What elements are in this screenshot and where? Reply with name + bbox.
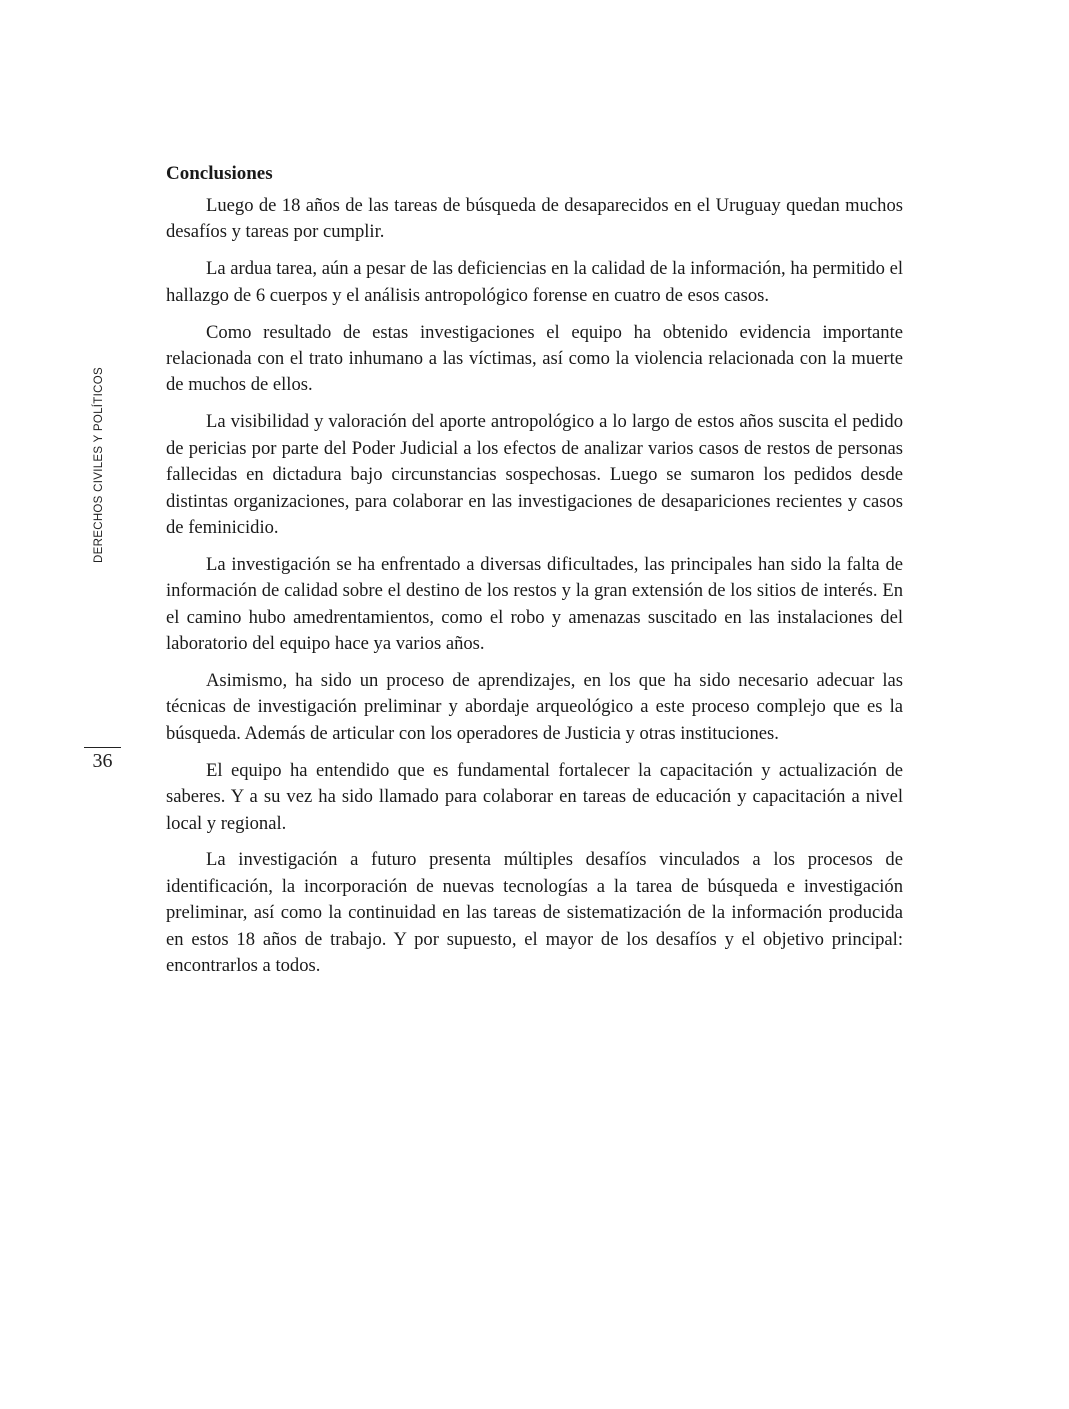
paragraph: Como resultado de estas investigaciones el equipo ha obtenido evidencia importante relacionada con el trato inhumano a las víctimas, así como la violencia relacionada con la muerte de muchos de ellos. [166, 321, 903, 396]
paragraph: El equipo ha entendido que es fundamental fortalecer la capacitación y actualización de saberes. Y a su vez ha sido llamado para colaborar en tareas de educación y capacitación a nivel local y regional. [166, 759, 903, 834]
paragraph: Luego de 18 años de las tareas de búsqueda de desaparecidos en el Uruguay quedan muchos desafíos y tareas por cumplir. [166, 195, 903, 243]
main-text-column [166, 159, 903, 990]
running-header: DERECHOS CIVILES Y POLÍTICOS [93, 367, 105, 563]
page-number-rule [84, 747, 121, 748]
paragraph: Asimismo, ha sido un proceso de aprendizajes, en los que ha sido necesario adecuar las técnicas de investigación preliminar y abordaje arqueológico a este proceso complejo que es la búsqueda. Además de articular con los operadores de Justicia y otras instituciones. [166, 670, 903, 744]
section-heading: Conclusiones [166, 163, 273, 184]
paragraph: La investigación a futuro presenta múltiples desafíos vinculados a los procesos de identificación, la incorporación de nuevas tecnologías a la tarea de búsqueda e investigación preliminar, así como la continuidad en las tareas de sistematización de la información producida en estos 18 años de trabajo. Y por supuesto, el mayor de los desafíos y el objetivo principal: encontrarlos a todos. [166, 849, 903, 977]
paragraph: La ardua tarea, aún a pesar de las deficiencias en la calidad de la información, ha permitido el hallazgo de 6 cuerpos y el análisis antropológico forense en cuatro de esos casos. [166, 258, 903, 306]
paragraph: La visibilidad y valoración del aporte antropológico a lo largo de estos años suscita el pedido de pericias por parte del Poder Judicial a los efectos de analizar varios casos de restos de personas fallecidas en dictadura bajo circunstancias sospechosas. Luego se sumaron los pedidos desde distintas organizaciones, para colaborar en las investigaciones de desapariciones recientes y casos de feminicidio. [166, 411, 903, 538]
page-number: 36 [92, 750, 113, 772]
paragraph: La investigación se ha enfrentado a diversas dificultades, las principales han sido la falta de información de calidad sobre el destino de los restos y la gran extensión de los sitios de interés. En el camino hubo amedrentamientos, como el robo y amenazas suscitado en las instalaciones del laboratorio del equipo hace ya varios años. [166, 553, 903, 655]
